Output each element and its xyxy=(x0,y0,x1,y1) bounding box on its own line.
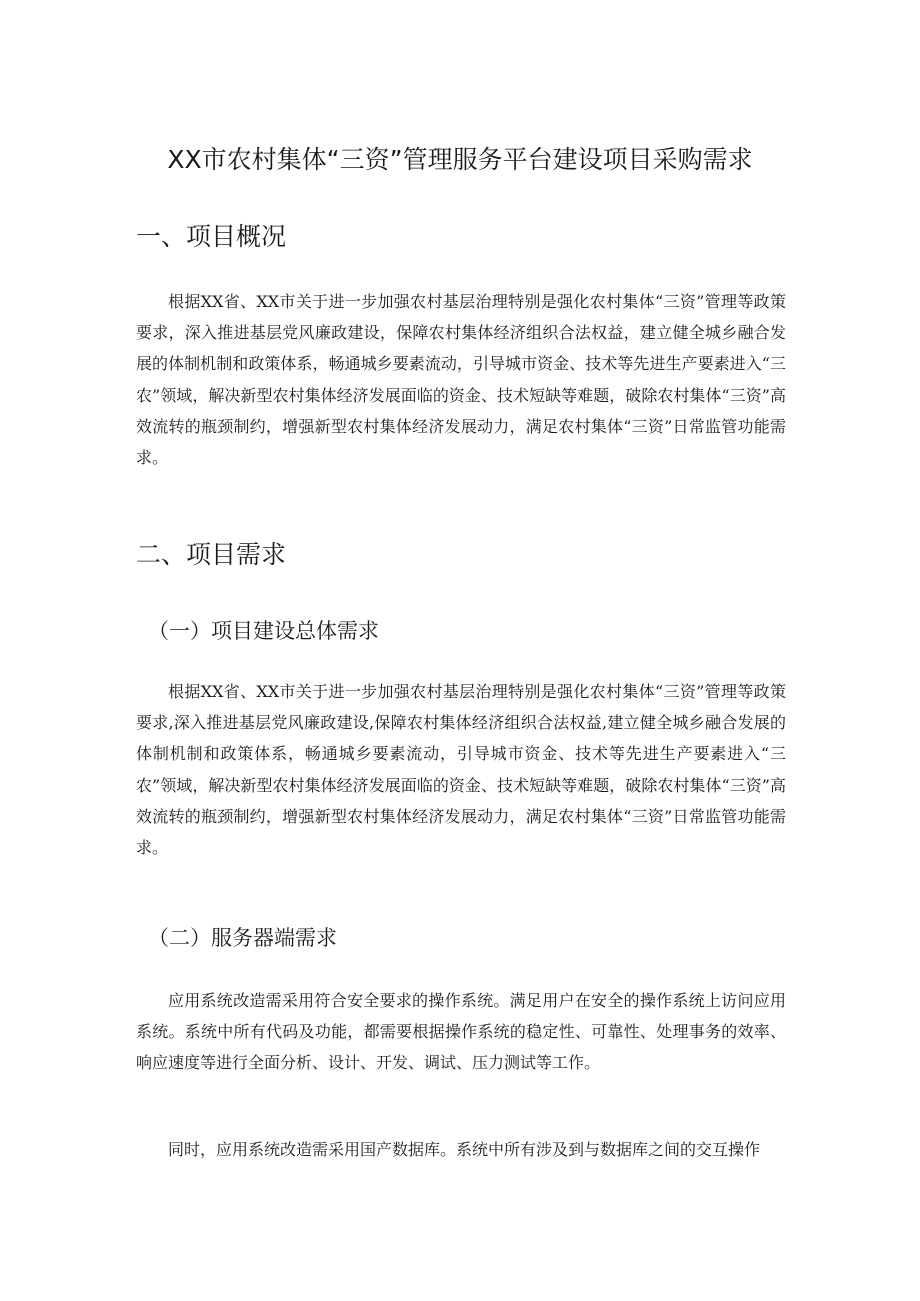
server-requirements-paragraph-1: 应用系统改造需采用符合安全要求的操作系统。满足用户在安全的操作系统上访问应用系统。系统中所有代码及功能，都需要根据操作系统的稳定性、可靠性、处理事务的效率、响应速度等进行全面分析、设计、开发、调试、压力测试等工作。 xyxy=(136,991,786,1073)
overall-requirements-paragraph: 根据XX省、XX市关于进一步加强农村基层治理特别是强化农村集体“三资”管理等政策要求,深入推进基层党风廉政建设,保障农村集体经济组织合法权益,建立健全城乡融合发展的体制机制和政策体系，畅通城乡要素流动，引导城市资金、技术等先进生产要素进入“三农”领域，解决新型农村集体经济发展面临的资金、技术短缺等难题，破除农村集体“三资”高效流转的瓶颈制约，增强新型农村集体经济发展动力，满足农村集体“三资”日常监管功能需求。 xyxy=(136,682,786,858)
section-heading-overview: 一、项目概况 xyxy=(136,222,287,251)
subsection-heading-server: （二）服务器端需求 xyxy=(148,926,337,950)
overview-paragraph: 根据XX省、XX市关于进一步加强农村基层治理特别是强化农村集体“三资”管理等政策要求，深入推进基层党风廉政建设，保障农村集体经济组织合法权益，建立健全城乡融合发展的体制机制和政策体系，畅通城乡要素流动，引导城市资金、技术等先进生产要素进入“三农”领域，解决新型农村集体经济发展面临的资金、技术短缺等难题，破除农村集体“三资”高效流转的瓶颈制约，增强新型农村集体经济发展动力，满足农村集体“三资”日常监管功能需求。 xyxy=(136,292,786,468)
document-title: XX市农村集体“三资”管理服务平台建设项目采购需求 xyxy=(167,145,753,174)
section-heading-requirements: 二、项目需求 xyxy=(136,540,287,569)
server-requirements-paragraph-2: 同时，应用系统改造需采用国产数据库。系统中所有涉及到与数据库之间的交互操作 xyxy=(168,1140,761,1159)
subsection-heading-overall: （一）项目建设总体需求 xyxy=(148,619,379,643)
